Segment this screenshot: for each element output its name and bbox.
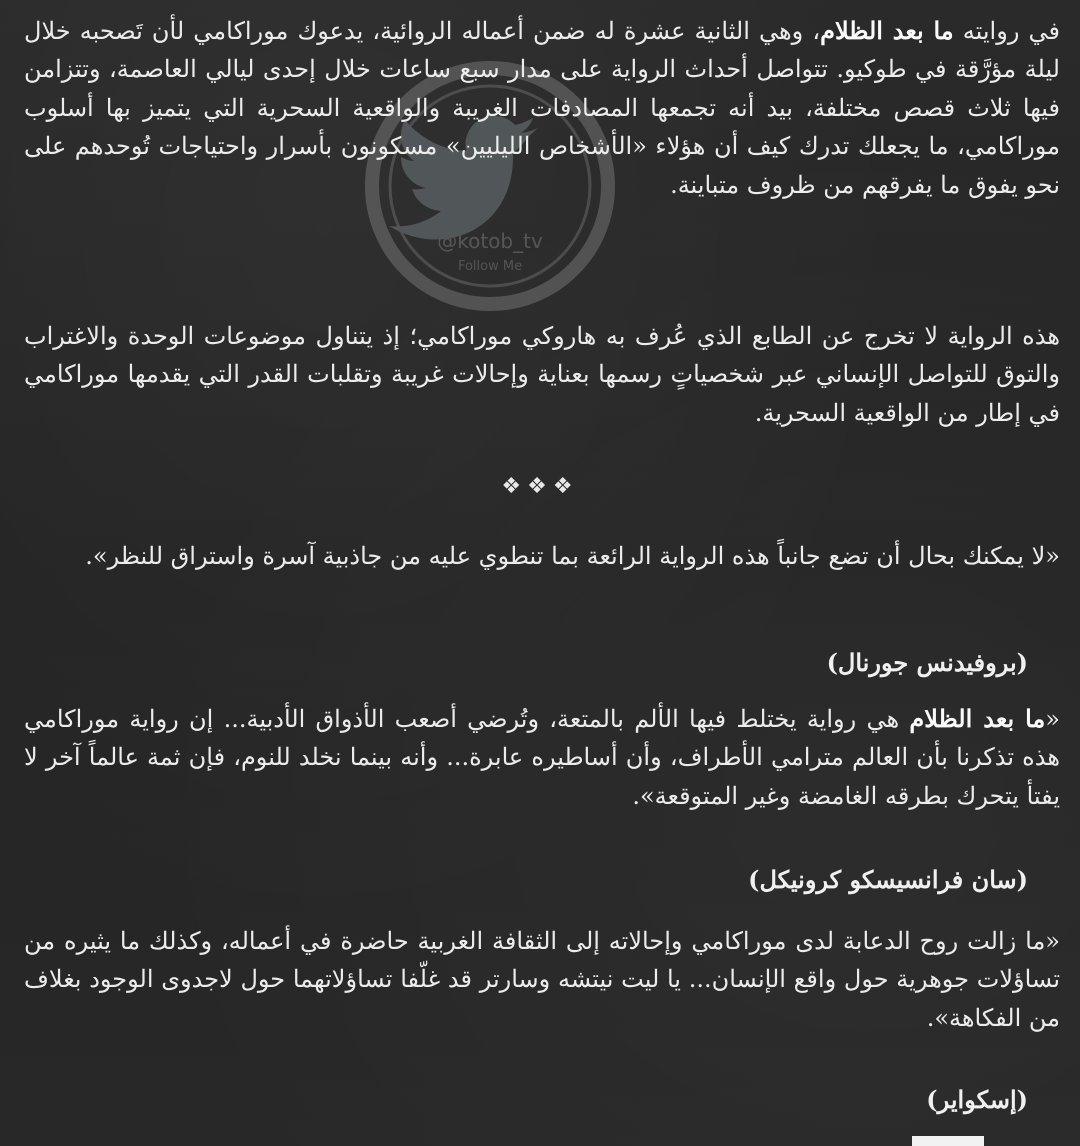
synopsis-rest: ، وهي الثانية عشرة له ضمن أعماله الروائية، يدعوك موراكامي لأن تَصحبه خلال ليلة مؤرَّقة في طوكيو. تتواصل أحداث الرواية على مدار سبع ساعات خلال إحدى ليالي العاصمة، وتتزامن فيها ثلاث قصص مختلفة، بيد أنه تجمعها المصادفات الغريبة والواقعية السحرية التي يتميز بها أسلوب موراكامي، ما يجعلك تدرك كيف أن هؤلاء «الأشخاص الليليين» مسكونون بأسرار واحتياجات تُوحدهم على نحو يفوق ما يفرقهم من ظروف متباينة. bbox=[24, 17, 1060, 199]
barcode-edge bbox=[912, 1136, 984, 1146]
novel-title: ما بعد الظلام bbox=[820, 16, 954, 45]
watermark-follow: Follow Me bbox=[457, 259, 523, 274]
watermark-handle: @kotob_tv bbox=[437, 229, 543, 253]
synopsis-paragraph bbox=[24, 12, 1060, 204]
review-quote-1: «لا يمكنك بحال أن تضع جانباً هذه الرواية الرائعة بما تنطوي عليه من جاذبية آسرة واستراق للنظر». bbox=[85, 542, 1060, 570]
review-quote-2 bbox=[24, 700, 1060, 815]
review-quote-2-rest: هي رواية يختلط فيها الألم بالمتعة، وتُرضي أصعب الأذواق الأدبية... إن رواية موراكامي هذه تذكرنا بأن العالم مترامي الأطراف، وأن أساطيره عابرة... وأنه بينما نخلد للنوم، فإن ثمة عالماً آخر لا يفتأ يتحرك بطرقه الغامضة وغير المتوقعة». bbox=[24, 705, 1060, 810]
synopsis-lead: في روايته bbox=[962, 17, 1060, 45]
themes-paragraph: هذه الرواية لا تخرج عن الطابع الذي عُرف به هاروكي موراكامي؛ إذ يتناول موضوعات الوحدة والاغتراب والتوق للتواصل الإنساني عبر شخصياتٍ رسمها بعناية وإحالات غريبة وتقلبات القدر التي يقدمها موراكامي في إطار من الواقعية السحرية. bbox=[24, 322, 1060, 427]
review-source-1: (بروفيدنس جورنال) bbox=[826, 648, 1028, 677]
section-ornament: ❖❖❖ bbox=[501, 474, 579, 499]
review-quote-3: «ما زالت روح الدعابة لدى موراكامي وإحالاته إلى الثقافة الغربية حاضرة في أعماله، وكذلك ما يثيره من تساؤلات جوهرية حول واقع الإنسان... يا ليت نيتشه وسارتر قد غلّفا تساؤلاتهما حول لاجدوى الوجود بغلاف من الفكاهة». bbox=[24, 927, 1060, 1032]
quoted-novel-title: ما بعد الظلام bbox=[909, 704, 1046, 733]
review-source-2: (سان فرانسيسكو كرونيكل) bbox=[748, 865, 1028, 894]
quote-open-mark: « bbox=[1045, 705, 1060, 733]
review-source-3: (إسكواير) bbox=[926, 1085, 1028, 1114]
